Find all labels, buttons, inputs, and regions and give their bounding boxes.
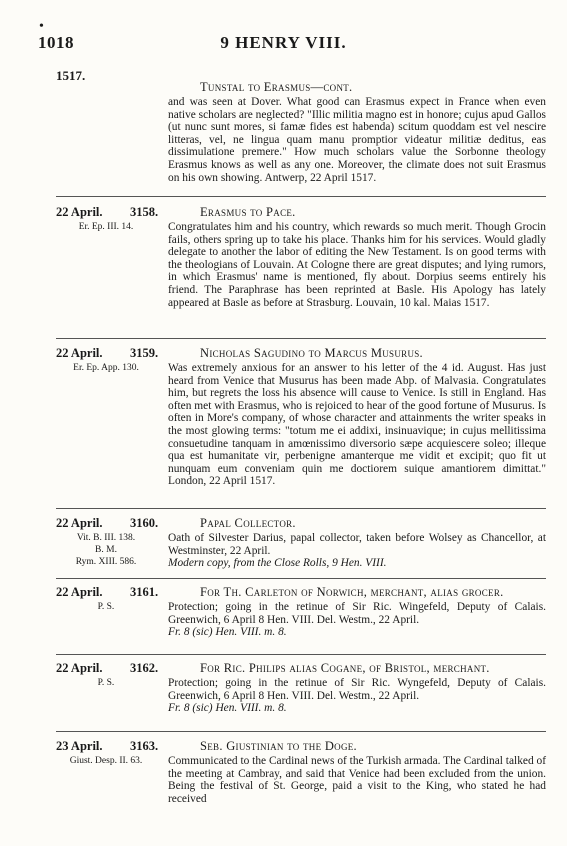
entry-body xyxy=(168,362,546,488)
entry-reference: Er. Ep. App. 130. xyxy=(73,363,139,373)
running-title: 9 HENRY VIII. xyxy=(220,33,347,52)
divider xyxy=(56,731,546,732)
entry-body xyxy=(168,532,546,570)
entry-number: 3158. xyxy=(130,205,159,219)
entry-number: 3163. xyxy=(130,739,159,753)
entry-paragraph: Oath of Silvester Darius, papal collector, taken before Wolsey as Chancellor, at Westminster, 22 April. xyxy=(168,532,546,557)
divider xyxy=(56,578,546,579)
entry-paragraph: Congratulates him and his country, which rewards so much merit. Though Grocin fails, others spring up to take his place. Thanks him for his services. Would gladly delegate to another the labor of editing the New Testament. Is on good terms with the theologians of Louvain. At Cologne there are great disputes; and lying rumors, in which Erasmus' name is mentioned, fly about. Dorpius seems entirely his friend. The Paraphrase has been reprinted at Basle. His Apology has lately appeared at Basle as before at Strasburg. Louvain, 10 kal. Maias 1517. xyxy=(168,221,546,309)
entry-heading: Seb. Giustinian to the Doge. xyxy=(200,739,357,753)
entry-body xyxy=(168,601,546,639)
entry-date: 22 April. xyxy=(56,205,103,219)
entry-reference: P. S. xyxy=(97,602,115,612)
entry-reference: Rym. XIII. 586. xyxy=(75,557,137,567)
entry-date: 23 April. xyxy=(56,739,103,753)
entry-paragraph: and was seen at Dover. What good can Erasmus expect in France when even native scholars are neglected? "Illic militia magno est in honore; cujus apud Gallos (ut nunc sunt mores, si famæ fides est habenda) scitum quoddam est vel nescire litteras, vel, ne lingua quam manu promptior videatur militiæ deditus, eas dissimulatione premere." How much scholars value the Sorbonne theology Erasmus knows as well as any one. Moreover, the climate does not suit Erasmus on his own showing. Antwerp, 22 April 1517. xyxy=(168,96,546,184)
entry-body xyxy=(168,755,546,805)
entry-reference: Vit. B. III. 138. xyxy=(76,533,136,543)
entry-source-note: Modern copy, from the Close Rolls, 9 Hen. VIII. xyxy=(168,557,387,570)
entry-heading: For Th. Carleton of Norwich, merchant, alias grocer. xyxy=(200,585,504,599)
entry-reference: P. S. xyxy=(97,678,115,688)
divider xyxy=(56,508,546,509)
entry-paragraph: Was extremely anxious for an answer to his letter of the 4 id. August. Has just heard from Venice that Musurus has been made Abp. of Malvasia. Congratulates him, but regrets the loss his absence will cause to Venice. Is still in England. Has often met with Erasmus, who is rejoiced to hear of the good fortune of Musurus. Is often in More's company, of whose character and attainments the writer speaks in the most glowing terms: "totum me ei addixi, insinuavique; in cujus mellitissima consuetudine tanquam in amœnissimo diversorio sæpe acquiescere soleo; illeque qua est humanitate vir, perbenigne amanterque me vidit et excipit; quo fit ut nunquam eum conveniam quin me doctiorem suique amantiorem dimittat." London, 22 April 1517. xyxy=(168,362,546,488)
entry-reference: Er. Ep. III. 14. xyxy=(78,222,134,232)
entry-number: 3159. xyxy=(130,346,159,360)
entry-heading: Papal Collector. xyxy=(200,516,296,530)
margin-dot: • xyxy=(39,19,44,34)
entry-reference: B. M. xyxy=(95,545,117,555)
entry-date: 22 April. xyxy=(56,585,103,599)
entry-body xyxy=(168,221,546,309)
entry-heading: Tunstal to Erasmus—cont. xyxy=(200,80,353,94)
entry-body xyxy=(168,677,546,715)
entry-paragraph: Communicated to the Cardinal news of the Turkish armada. The Cardinal talked of the meeting at Cambray, and said that Venice had been excluded from the union. Being the festival of St. George, paid a visit to the King, who stated he had received xyxy=(168,755,546,805)
entry-number: 3161. xyxy=(130,585,159,599)
page-number: 1018 xyxy=(38,33,74,52)
entry-paragraph: Protection; going in the retinue of Sir Ric. Wyngefeld, Deputy of Calais. Greenwich, 6 April 8 Hen. VIII. Del. Westm., 22 April. xyxy=(168,677,546,702)
entry-date: 22 April. xyxy=(56,516,103,530)
entry-number: 3162. xyxy=(130,661,159,675)
entry-heading: Erasmus to Pace. xyxy=(200,205,296,219)
entry-heading: For Ric. Philips alias Cogane, of Bristol, merchant. xyxy=(200,661,490,675)
entry-date: 22 April. xyxy=(56,661,103,675)
entry-heading: Nicholas Sagudino to Marcus Musurus. xyxy=(200,346,423,360)
divider xyxy=(56,196,546,197)
entry-date: 22 April. xyxy=(56,346,103,360)
entry-reference: Giust. Desp. II. 63. xyxy=(69,756,143,766)
year-marker: 1517. xyxy=(56,68,86,83)
divider xyxy=(56,338,546,339)
divider xyxy=(56,654,546,655)
entry-paragraph: Protection; going in the retinue of Sir Ric. Wingefeld, Deputy of Calais. Greenwich, 6 April 8 Hen. VIII. Del. Westm., 22 April. xyxy=(168,601,546,626)
entry-source-note: Fr. 8 (sic) Hen. VIII. m. 8. xyxy=(168,626,287,639)
entry-source-note: Fr. 8 (sic) Hen. VIII. m. 8. xyxy=(168,702,287,715)
entry-body xyxy=(168,96,546,184)
entry-number: 3160. xyxy=(130,516,159,530)
